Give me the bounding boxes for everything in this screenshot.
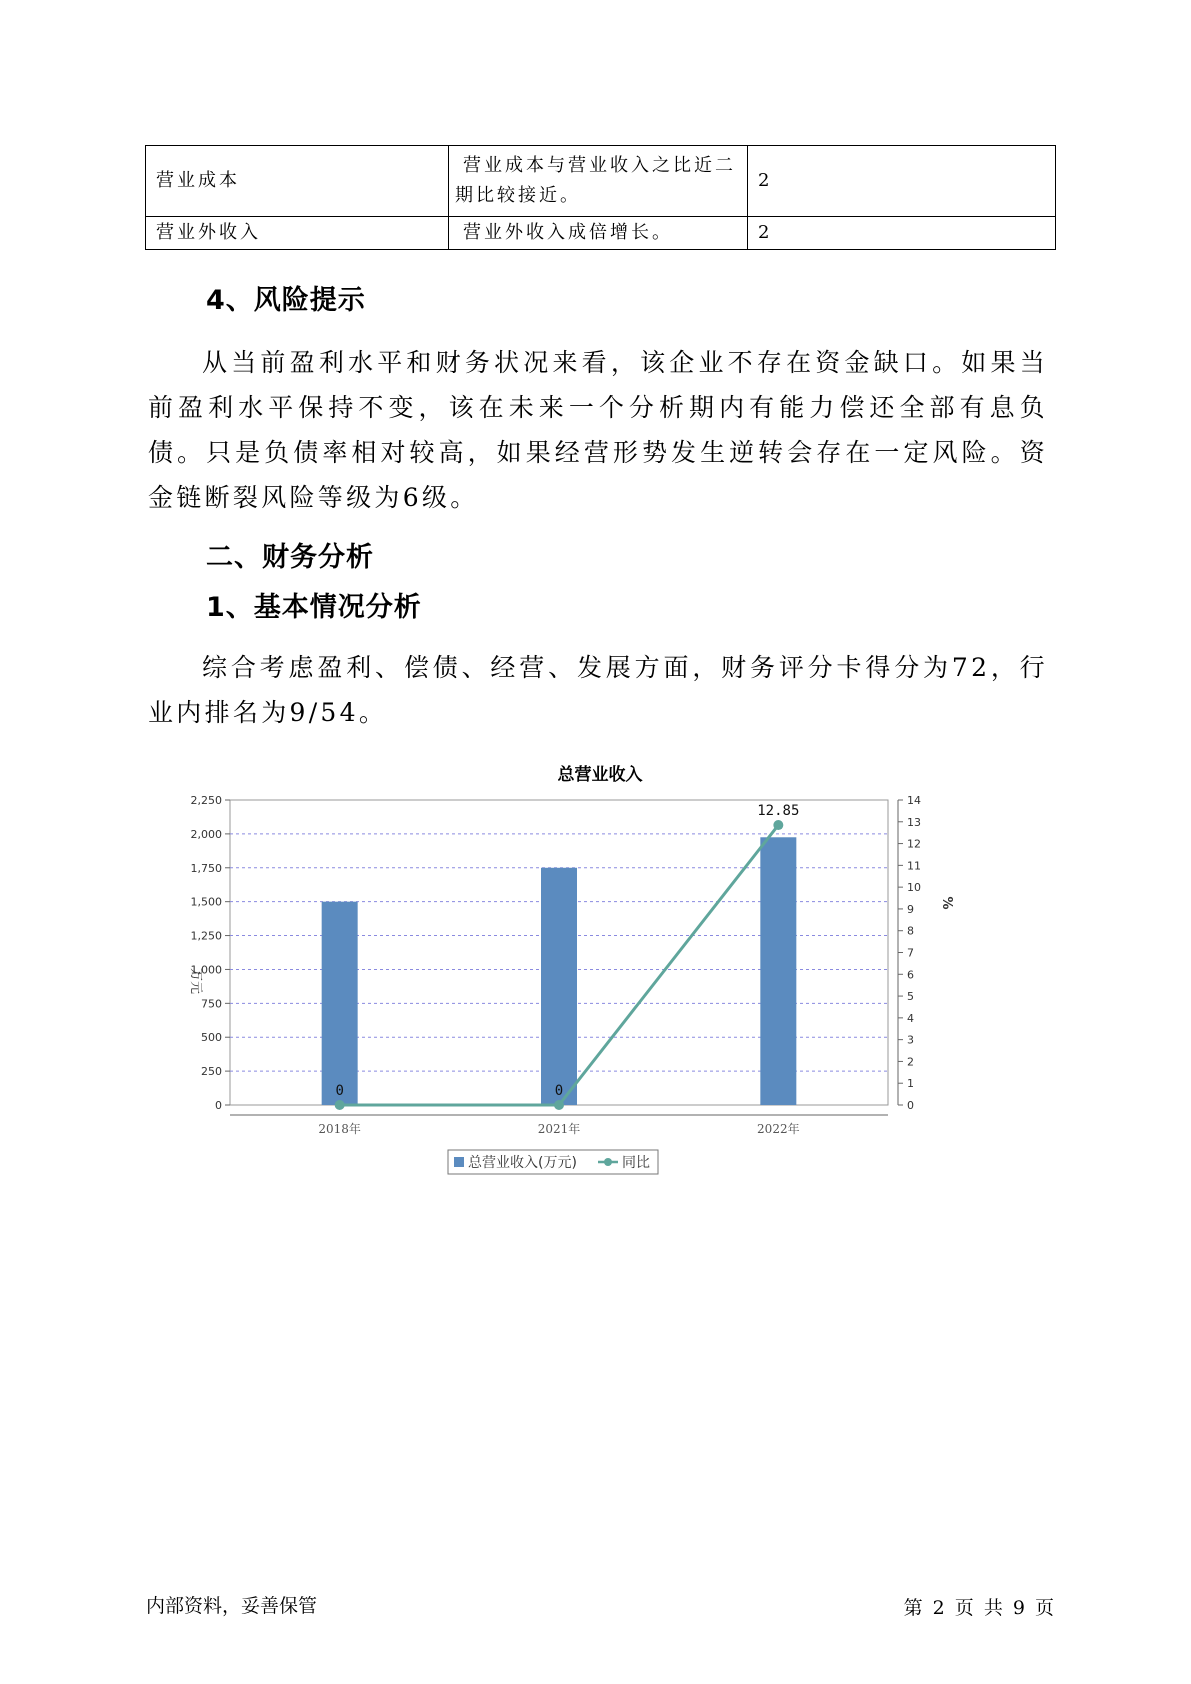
y-tick-label: 500 <box>201 1031 222 1045</box>
table-cell-item: 营业外收入 <box>146 217 449 250</box>
legend-label-bar: 总营业收入(万元) <box>468 1155 577 1171</box>
right-tick-label: 12 <box>907 837 921 851</box>
y-tick-label: 2,250 <box>190 794 222 807</box>
y-tick-label: 1,500 <box>190 895 222 909</box>
chart-y-axis-label: 万元 <box>188 967 203 995</box>
revenue-chart-svg <box>170 755 1040 1225</box>
risk-heading: 4、风险提示 <box>206 285 366 316</box>
right-tick-label: 5 <box>907 990 914 1004</box>
bar <box>541 868 577 1105</box>
right-tick-label: 3 <box>907 1033 914 1047</box>
bar <box>322 902 358 1105</box>
chart-legend <box>448 1150 658 1174</box>
yoy-point <box>335 1100 345 1110</box>
page-number: 第 2 页 共 9 页 <box>903 1597 1054 1619</box>
yoy-point <box>554 1100 564 1110</box>
bar <box>760 837 796 1105</box>
x-tick-label: 2018年 <box>318 1122 361 1136</box>
y-tick-label: 1,250 <box>190 929 222 943</box>
right-tick-label: 13 <box>907 815 921 829</box>
basic-analysis-paragraph: 综合考虑盈利、偿债、经营、发展方面，财务评分卡得分为72，行业内排名为9/54。 <box>148 653 1048 727</box>
right-tick-label: 9 <box>907 902 914 916</box>
y-tick-label: 1,750 <box>190 861 222 875</box>
right-tick-label: 11 <box>907 859 921 873</box>
basic-analysis-heading: 1、基本情况分析 <box>206 592 422 623</box>
right-tick-label: 10 <box>907 881 921 895</box>
indicator-table <box>145 145 1056 250</box>
table-row <box>146 146 1056 217</box>
y-tick-label: 250 <box>201 1065 222 1079</box>
x-tick-label: 2021年 <box>537 1122 581 1136</box>
right-tick-label: 14 <box>907 794 921 807</box>
right-tick-label: 8 <box>907 924 914 938</box>
table-cell-desc: 营业外收入成倍增长。 <box>449 217 748 250</box>
table-cell-score: 2 <box>748 146 1056 217</box>
right-tick-label: 1 <box>907 1077 914 1091</box>
y-tick-label: 2,000 <box>190 827 222 841</box>
chart-title: 总营业收入 <box>557 765 643 785</box>
risk-paragraph: 从当前盈利水平和财务状况来看，该企业不存在资金缺口。如果当前盈利水平保持不变，该在未来一个分析期内有能力偿还全部有息负债。只是负债率相对较高，如果经营形势发生逆转会存在一定风险。资金链断裂风险等级为6级。 <box>148 348 1048 512</box>
table-row <box>146 217 1056 250</box>
right-tick-label: 6 <box>907 968 914 982</box>
yoy-data-label: 12.85 <box>757 803 800 820</box>
yoy-data-label: 0 <box>335 1083 344 1099</box>
table-cell-desc: 营业成本与营业收入之比近二期比较接近。 <box>449 146 748 217</box>
footer-note: 内部资料，妥善保管 <box>146 1595 318 1617</box>
legend-swatch-point <box>604 1158 612 1166</box>
finance-heading: 二、财务分析 <box>206 542 374 573</box>
y-tick-label: 750 <box>201 997 222 1011</box>
legend-swatch-bar <box>454 1157 464 1167</box>
table-cell-score: 2 <box>748 217 1056 250</box>
legend-label-line: 同比 <box>622 1155 650 1171</box>
yoy-point <box>773 820 783 830</box>
chart-bars <box>322 837 797 1105</box>
right-tick-label: 0 <box>907 1099 914 1112</box>
yoy-data-label: 0 <box>554 1083 564 1099</box>
x-tick-label: 2022年 <box>757 1122 800 1136</box>
revenue-chart <box>170 755 1040 1225</box>
chart-right-axis-label: % <box>939 896 954 910</box>
right-tick-label: 7 <box>907 946 914 960</box>
table-cell-item: 营业成本 <box>146 146 449 217</box>
y-tick-label: 0 <box>215 1099 222 1112</box>
right-tick-label: 2 <box>907 1055 914 1069</box>
y-tick-label: 1,000 <box>190 963 222 977</box>
right-tick-label: 4 <box>907 1011 914 1025</box>
